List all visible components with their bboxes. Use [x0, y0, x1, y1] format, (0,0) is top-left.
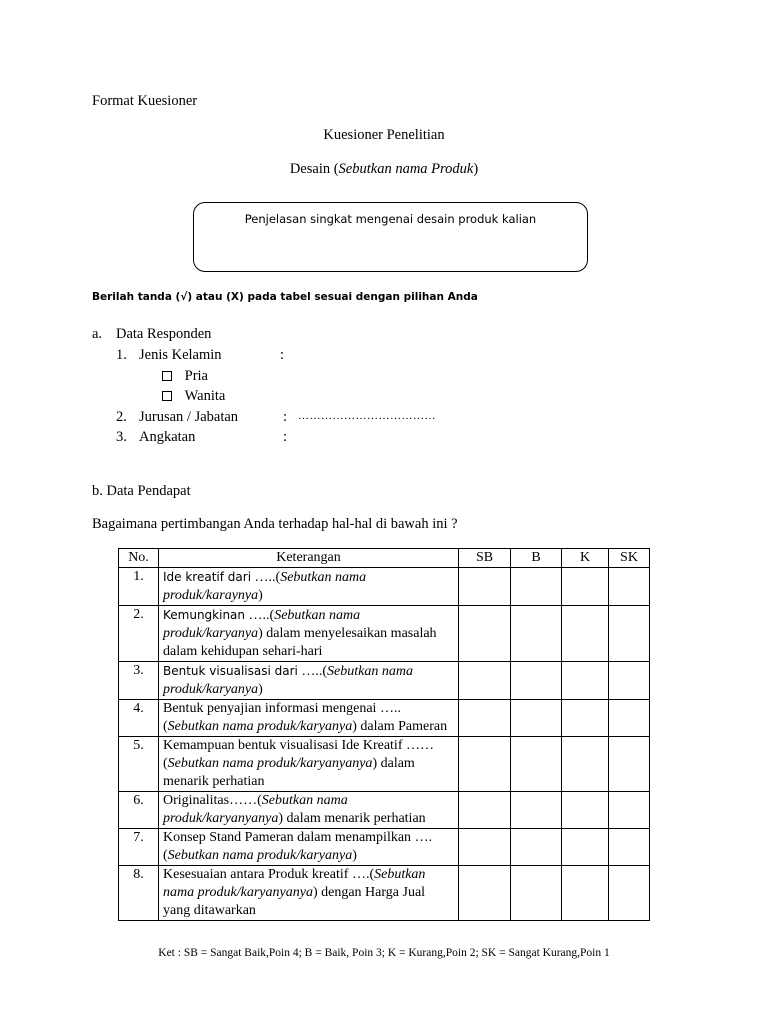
item-3-colon: : [283, 429, 288, 445]
cell-b[interactable] [511, 792, 562, 829]
row-lead: Bentuk penyajian informasi mengenai [163, 701, 377, 716]
cell-sk[interactable] [609, 662, 650, 700]
row-italic: Sebutkan nama produk/karyanyanya [163, 867, 426, 900]
option-pria-label: Pria [184, 368, 208, 384]
row-rest: ) [258, 588, 263, 603]
row-italic: Sebutkan nama produk/karyanyanya [163, 793, 348, 826]
row-rest: ) dalam menyelesaikan masalah dalam kehidupan sehari-hari [163, 626, 437, 659]
cell-k[interactable] [562, 829, 609, 866]
cell-k[interactable] [562, 866, 609, 921]
cell-k[interactable] [562, 606, 609, 662]
cell-sb[interactable] [459, 700, 511, 737]
item-2-num: 2. [116, 409, 127, 425]
row-italic: Sebutkan nama produk/karyanya [167, 719, 353, 734]
cell-b[interactable] [511, 829, 562, 866]
row-description [159, 606, 459, 662]
cell-k[interactable] [562, 568, 609, 606]
questionnaire-subtitle [0, 161, 768, 178]
item-3-num: 3. [116, 429, 127, 445]
header-keterangan: Keterangan [159, 549, 459, 568]
opinion-table [118, 548, 650, 921]
row-dots: …..( [297, 664, 328, 679]
item-2-label: Jurusan / Jabatan [139, 409, 239, 425]
row-dots: ….( [163, 830, 433, 863]
row-number: 1. [119, 568, 159, 606]
row-italic: Sebutkan nama produk/karyanya [167, 848, 353, 863]
cell-sk[interactable] [609, 568, 650, 606]
cell-sb[interactable] [459, 792, 511, 829]
cell-sb[interactable] [459, 737, 511, 792]
cell-sb[interactable] [459, 829, 511, 866]
row-lead: Kemungkinan [163, 608, 246, 622]
option-wanita[interactable] [162, 388, 225, 405]
product-description-text: Penjelasan singkat mengenai desain produk kalian [244, 212, 537, 226]
cell-sb[interactable] [459, 568, 511, 606]
cell-k[interactable] [562, 700, 609, 737]
subtitle-prefix: Desain ( [289, 161, 339, 177]
section-b-question: Bagaimana pertimbangan Anda terhadap hal-hal di bawah ini ? [92, 516, 458, 532]
row-number: 6. [119, 792, 159, 829]
table-row [119, 700, 650, 737]
row-rest: ) [258, 682, 263, 697]
table-row [119, 662, 650, 700]
row-description [159, 829, 459, 866]
section-a-title: Data Responden [116, 326, 212, 342]
row-number: 2. [119, 606, 159, 662]
row-italic: Sebutkan nama produk/karyanya [163, 664, 413, 697]
row-number: 3. [119, 662, 159, 700]
row-lead: Ide kreatif dari [163, 570, 252, 584]
row-rest: ) dalam menarik perhatian [278, 811, 426, 826]
row-dots: ……( [229, 793, 262, 808]
table-row [119, 792, 650, 829]
row-description [159, 737, 459, 792]
row-number: 5. [119, 737, 159, 792]
table-header-row [119, 549, 650, 568]
option-wanita-label: Wanita [184, 388, 226, 404]
cell-b[interactable] [511, 662, 562, 700]
questionnaire-title: Kuesioner Penelitian [323, 127, 445, 143]
subtitle-italic: Sebutkan nama Produk [338, 161, 474, 177]
cell-sk[interactable] [609, 737, 650, 792]
header-sb: SB [459, 549, 511, 568]
cell-k[interactable] [562, 662, 609, 700]
item-1-label: Jenis Kelamin [139, 347, 222, 363]
row-rest: ) dalam Pameran [352, 719, 448, 734]
row-description [159, 792, 459, 829]
item-1-colon: : [280, 347, 285, 363]
item-2-colon: : [283, 409, 288, 425]
row-lead: Kemampuan bentuk visualisasi Ide Kreatif [163, 738, 403, 753]
row-dots: ….( [348, 867, 375, 882]
row-description [159, 662, 459, 700]
page-heading: Format Kuesioner [92, 93, 198, 109]
cell-sb[interactable] [459, 606, 511, 662]
item-1-num: 1. [116, 347, 127, 363]
header-b: B [511, 549, 562, 568]
checkbox-icon[interactable] [162, 391, 172, 401]
item-2-value[interactable]: ……………………………… [298, 410, 436, 422]
cell-b[interactable] [511, 568, 562, 606]
row-description [159, 866, 459, 921]
subtitle-suffix: ) [473, 161, 479, 177]
cell-sk[interactable] [609, 700, 650, 737]
legend-note: Ket : SB = Sangat Baik,Poin 4; B = Baik, Poin 3; K = Kurang,Poin 2; SK = Sangat Kurang,Poin 1 [158, 947, 610, 959]
cell-sb[interactable] [459, 662, 511, 700]
row-number: 7. [119, 829, 159, 866]
option-pria[interactable] [162, 368, 208, 385]
cell-sk[interactable] [609, 866, 650, 921]
row-rest: ) dalam menarik perhatian [163, 756, 415, 789]
cell-b[interactable] [511, 866, 562, 921]
row-number: 8. [119, 866, 159, 921]
cell-b[interactable] [511, 737, 562, 792]
instruction-text: Berilah tanda (√) atau (X) pada tabel sesuai dengan pilihan Anda [92, 291, 478, 303]
row-italic: Sebutkan nama produk/karyanya [163, 608, 361, 641]
row-dots: ……( [163, 738, 434, 771]
row-lead: Bentuk visualisasi dari [163, 664, 298, 678]
table-row [119, 737, 650, 792]
table-row [119, 568, 650, 606]
row-italic: Sebutkan nama produk/karaynya [163, 570, 367, 603]
cell-sb[interactable] [459, 866, 511, 921]
row-lead: Konsep Stand Pameran dalam menampilkan [163, 830, 412, 845]
cell-sk[interactable] [609, 829, 650, 866]
row-dots: …..( [251, 570, 281, 585]
cell-b[interactable] [511, 700, 562, 737]
row-rest: ) dengan Harga Jual yang ditawarkan [163, 885, 426, 918]
header-sk: SK [609, 549, 650, 568]
row-rest: ) [352, 848, 357, 863]
row-lead: Kesesuaian antara Produk kreatif [163, 867, 349, 882]
row-description [159, 568, 459, 606]
row-dots: …..( [245, 608, 275, 623]
checkbox-icon[interactable] [162, 371, 172, 381]
row-dots: …..( [163, 701, 401, 734]
section-a-label: a. [92, 326, 103, 342]
item-3-label: Angkatan [139, 429, 196, 445]
table-row [119, 866, 650, 921]
header-k: K [562, 549, 609, 568]
row-number: 4. [119, 700, 159, 737]
cell-sk[interactable] [609, 792, 650, 829]
row-description [159, 700, 459, 737]
table-row [119, 606, 650, 662]
cell-k[interactable] [562, 737, 609, 792]
cell-b[interactable] [511, 606, 562, 662]
section-b-title: b. Data Pendapat [92, 483, 191, 499]
table-row [119, 829, 650, 866]
cell-k[interactable] [562, 792, 609, 829]
product-description-box [193, 202, 588, 272]
row-italic: Sebutkan nama produk/karyanyanya [167, 756, 373, 771]
cell-sk[interactable] [609, 606, 650, 662]
row-lead: Originalitas [163, 793, 230, 808]
header-no: No. [119, 549, 159, 568]
